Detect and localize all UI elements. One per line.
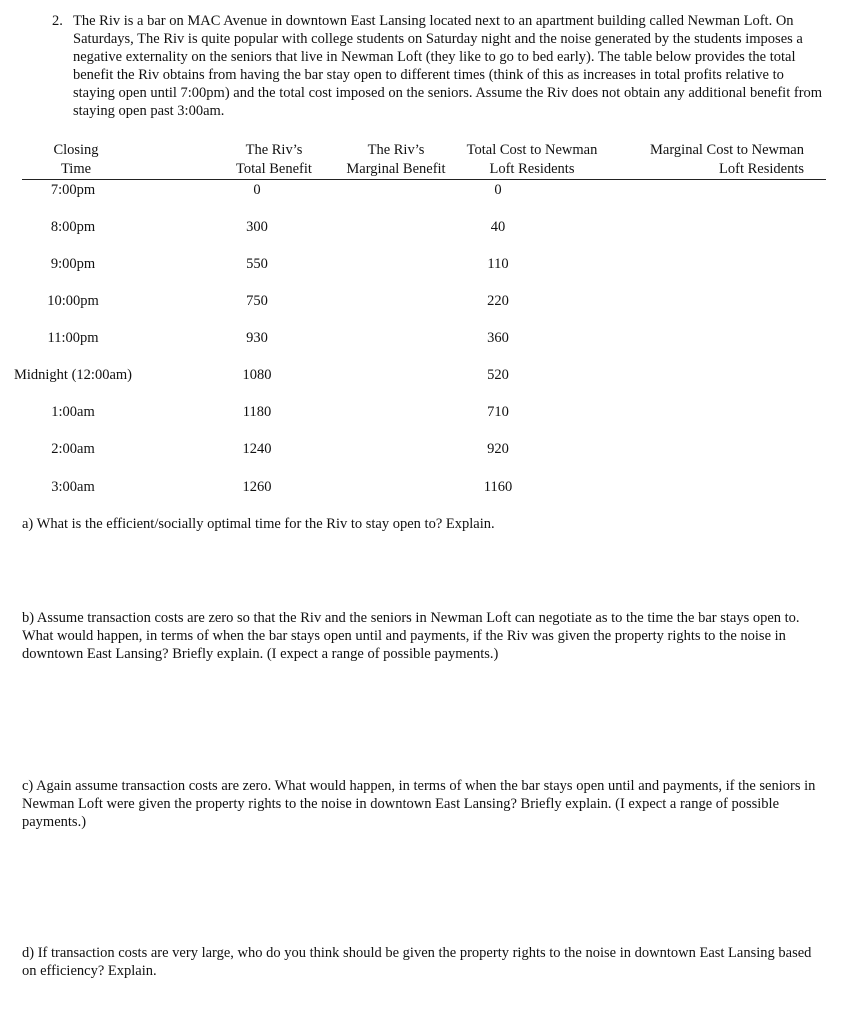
row-total-benefit: 1240 xyxy=(242,441,272,457)
row-total-cost: 710 xyxy=(487,404,509,420)
row-time: 11:00pm xyxy=(47,330,99,346)
header-total-cost-line-1: Total Cost to Newman xyxy=(466,142,598,158)
header-total-benefit-line-2: Total Benefit xyxy=(236,160,312,177)
question-d: d) If transaction costs are very large, who do you think should be given the property rights to the noise in downtown East Lansing based on efficiency? Explain. xyxy=(22,945,812,979)
row-total-benefit: 550 xyxy=(246,256,268,272)
row-total-benefit: 1180 xyxy=(242,404,272,420)
header-total-benefit xyxy=(226,141,322,178)
row-total-benefit: 1260 xyxy=(242,479,272,495)
problem-statement xyxy=(52,12,826,120)
row-total-cost: 220 xyxy=(487,293,509,309)
header-total-cost-line-2: Loft Residents xyxy=(489,160,575,177)
row-total-cost: 920 xyxy=(487,441,509,457)
header-marginal-cost-line-1: Marginal Cost to Newman xyxy=(650,142,804,158)
problem-text: The Riv is a bar on MAC Avenue in downtown East Lansing located next to an apartment building called Newman Loft. On Saturdays, The Riv is quite popular with college students on Saturday night and the noise generated by the students imposes a negative externality on the seniors that live in Newman Loft (they like to go to bed early). The table below provides the total benefit the Riv obtains from having the bar stay open to different times (think of this as increases in total profits relative to staying open until 7:00pm) and the total cost imposed on the seniors. Assume the Riv does not obtain any additional benefit from staying open past 3:00am. xyxy=(73,13,823,119)
row-total-benefit: 750 xyxy=(246,293,268,309)
row-total-benefit: 0 xyxy=(253,182,261,198)
row-time: Midnight (12:00am) xyxy=(13,367,132,383)
row-total-cost: 360 xyxy=(487,330,509,346)
row-time: 1:00am xyxy=(51,404,95,420)
row-time: 2:00am xyxy=(51,441,95,457)
row-time: 9:00pm xyxy=(50,256,96,272)
question-c: c) Again assume transaction costs are zero. What would happen, in terms of when the bar stays open until and payments, if the seniors in Newman Loft were given the property rights to the noise in downtown East Lansing? Briefly explain. (I expect a range of possible payments.) xyxy=(22,778,816,830)
question-a: a) What is the efficient/socially optimal time for the Riv to stay open to? Explain. xyxy=(22,516,495,532)
row-total-cost: 1160 xyxy=(483,479,513,495)
row-total-cost: 0 xyxy=(494,182,502,198)
row-time: 10:00pm xyxy=(47,293,99,309)
header-marginal-benefit-line-1: The Riv’s xyxy=(367,142,425,158)
problem-number: 2. xyxy=(52,13,63,29)
header-total-benefit-line-1: The Riv’s xyxy=(245,142,303,158)
header-closing-time xyxy=(44,141,108,178)
row-total-cost: 520 xyxy=(487,367,509,383)
row-total-cost: 40 xyxy=(490,219,506,235)
row-time: 8:00pm xyxy=(50,219,96,235)
row-time: 7:00pm xyxy=(50,182,96,198)
row-total-benefit: 1080 xyxy=(242,367,272,383)
row-total-benefit: 300 xyxy=(246,219,268,235)
header-marginal-cost-line-2: Loft Residents xyxy=(719,160,804,177)
question-b: b) Assume transaction costs are zero so that the Riv and the seniors in Newman Loft can negotiate as to the time the bar stays open to. What would happen, in terms of when the bar stays open until and payments, if the Riv was given the property rights to the noise in downtown East Lansing? Briefly explain. (I expect a range of possible payments.) xyxy=(22,610,800,662)
header-marginal-benefit-line-2: Marginal Benefit xyxy=(346,160,446,177)
header-total-cost xyxy=(452,141,612,178)
row-time: 3:00am xyxy=(51,479,95,495)
row-total-cost: 110 xyxy=(487,256,509,272)
header-marginal-benefit xyxy=(336,141,456,178)
header-marginal-cost xyxy=(616,141,804,178)
header-closing-time-line-1: Closing xyxy=(53,142,99,158)
table-header-rule xyxy=(22,179,826,180)
header-closing-time-line-2: Time xyxy=(60,160,92,177)
row-total-benefit: 930 xyxy=(246,330,268,346)
